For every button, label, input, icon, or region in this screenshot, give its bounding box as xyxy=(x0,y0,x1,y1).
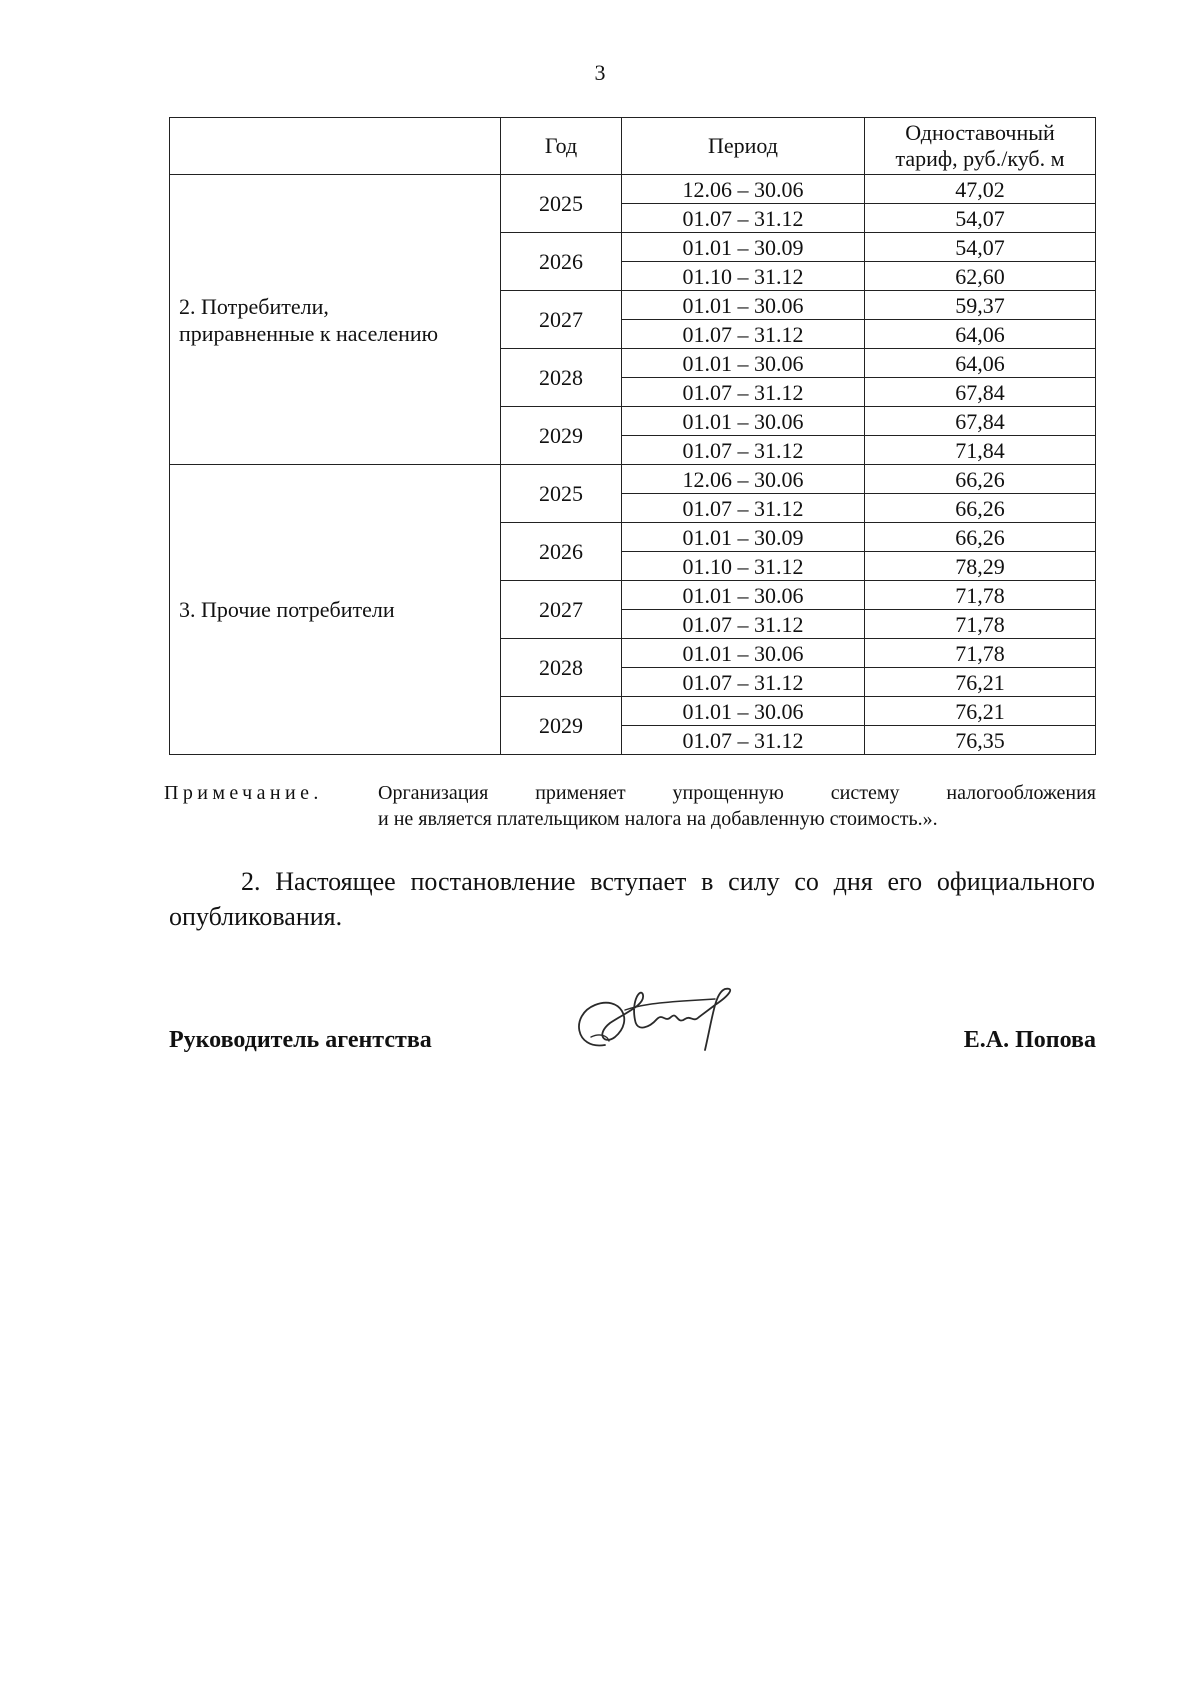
tariff-cell: 62,60 xyxy=(865,262,1096,291)
tariff-cell: 64,06 xyxy=(865,320,1096,349)
period-cell: 01.10 – 31.12 xyxy=(622,262,865,291)
year-cell: 2028 xyxy=(501,349,622,407)
note-label: Примечание. xyxy=(164,782,323,804)
signatory-name: Е.А. Попова xyxy=(963,1027,1096,1053)
period-cell: 01.01 – 30.06 xyxy=(622,697,865,726)
tariff-cell: 54,07 xyxy=(865,204,1096,233)
tariff-cell: 66,26 xyxy=(865,494,1096,523)
tariff-cell: 71,78 xyxy=(865,639,1096,668)
period-cell: 01.10 – 31.12 xyxy=(622,552,865,581)
year-cell: 2027 xyxy=(501,291,622,349)
period-cell: 01.07 – 31.12 xyxy=(622,494,865,523)
period-cell: 01.07 – 31.12 xyxy=(622,726,865,755)
header-tariff-line1: Одноставочный xyxy=(905,120,1055,145)
paragraph-line-1: 2. Настоящее постановление вступает в силу со дня его официального xyxy=(241,867,1095,896)
period-cell: 01.01 – 30.06 xyxy=(622,349,865,378)
year-cell: 2027 xyxy=(501,581,622,639)
year-cell: 2025 xyxy=(501,465,622,523)
header-category xyxy=(170,118,501,175)
table-header-row xyxy=(170,118,1096,175)
tariff-table-body xyxy=(170,175,1096,755)
year-cell: 2029 xyxy=(501,697,622,755)
consumer-category-line-2: приравненные к населению xyxy=(179,320,439,346)
page-number: 3 xyxy=(594,60,606,85)
year-cell: 2029 xyxy=(501,407,622,465)
year-cell: 2025 xyxy=(501,175,622,233)
period-cell: 01.07 – 31.12 xyxy=(622,436,865,465)
tariff-cell: 66,26 xyxy=(865,465,1096,494)
period-cell: 01.07 – 31.12 xyxy=(622,610,865,639)
tariff-cell: 54,07 xyxy=(865,233,1096,262)
year-cell: 2028 xyxy=(501,639,622,697)
header-tariff-line2: тариф, руб./куб. м xyxy=(895,146,1065,171)
tariff-table xyxy=(169,117,1096,755)
tariff-cell: 76,21 xyxy=(865,697,1096,726)
period-cell: 01.07 – 31.12 xyxy=(622,378,865,407)
tariff-cell: 67,84 xyxy=(865,407,1096,436)
year-cell: 2026 xyxy=(501,233,622,291)
period-cell: 01.07 – 31.12 xyxy=(622,668,865,697)
period-cell: 01.01 – 30.09 xyxy=(622,233,865,262)
note-line-1: Организация применяет упрощенную систему налогообложения xyxy=(378,782,1096,804)
period-cell: 01.07 – 31.12 xyxy=(622,320,865,349)
consumer-category-line-1: 3. Прочие потребители xyxy=(179,597,395,622)
paragraph-line-2: опубликования. xyxy=(169,902,343,931)
tariff-cell: 76,35 xyxy=(865,726,1096,755)
period-cell: 01.01 – 30.06 xyxy=(622,407,865,436)
tariff-cell: 71,78 xyxy=(865,581,1096,610)
note-text xyxy=(378,780,1096,832)
signatory-title: Руководитель агентства xyxy=(169,1027,432,1053)
period-cell: 12.06 – 30.06 xyxy=(622,175,865,204)
tariff-cell: 66,26 xyxy=(865,523,1096,552)
period-cell: 01.01 – 30.06 xyxy=(622,581,865,610)
header-year: Год xyxy=(501,118,622,175)
tariff-cell: 59,37 xyxy=(865,291,1096,320)
period-cell: 01.01 – 30.06 xyxy=(622,291,865,320)
period-cell: 12.06 – 30.06 xyxy=(622,465,865,494)
period-cell: 01.01 – 30.06 xyxy=(622,639,865,668)
tariff-cell: 78,29 xyxy=(865,552,1096,581)
period-cell: 01.01 – 30.09 xyxy=(622,523,865,552)
header-tariff xyxy=(865,118,1096,175)
tariff-cell: 47,02 xyxy=(865,175,1096,204)
handwritten-signature xyxy=(565,975,765,1065)
year-cell: 2026 xyxy=(501,523,622,581)
table-row xyxy=(170,465,1096,494)
header-period: Период xyxy=(622,118,865,175)
tariff-cell: 67,84 xyxy=(865,378,1096,407)
table-row xyxy=(170,175,1096,204)
effective-date-paragraph xyxy=(169,864,1095,934)
tariff-cell: 76,21 xyxy=(865,668,1096,697)
tariff-cell: 71,78 xyxy=(865,610,1096,639)
tariff-cell: 64,06 xyxy=(865,349,1096,378)
tariff-cell: 71,84 xyxy=(865,436,1096,465)
consumer-category-line-1: 2. Потребители, xyxy=(179,293,329,319)
period-cell: 01.07 – 31.12 xyxy=(622,204,865,233)
consumer-category-cell xyxy=(170,465,501,755)
consumer-category-cell xyxy=(170,175,501,465)
note-line-2: и не является плательщиком налога на добавленную стоимость.». xyxy=(378,808,938,830)
